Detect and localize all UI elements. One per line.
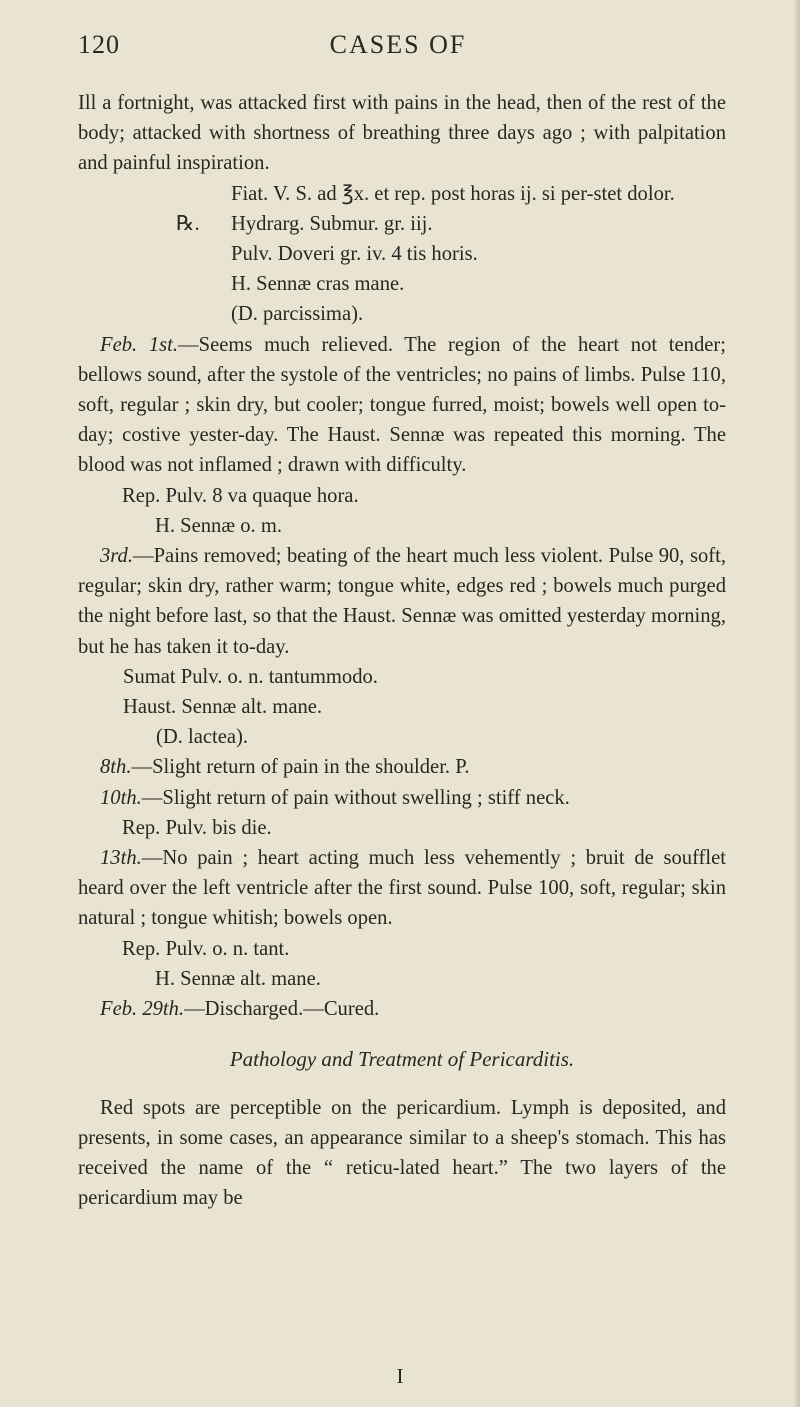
entry-text: —No pain ; heart acting much less vehemently ; bruit de soufflet heard over the left ventricle after the first sound. Pulse 100, soft, regular; skin natural ; tongue whitish; bowels open. xyxy=(78,847,726,930)
prescription-line: Pulv. Doveri gr. iv. 4 tis horis. xyxy=(231,243,478,266)
entry-text: —Slight return of pain in the shoulder. P. xyxy=(131,756,470,779)
entry-text: —Pains removed; beating of the heart much less violent. Pulse 90, soft, regular; skin dry, rather warm; tongue white, edges red ; bowels much purged the night before last, so that the Haust. Sennæ was omitted yesterday morning, but he has taken it to-day. xyxy=(78,545,726,658)
paragraph-history: Ill a fortnight, was attacked first with pains in the head, then of the rest of the body; attacked with shortness of breathing three days ago ; with palpitation and painful inspiration. xyxy=(78,92,726,175)
prescription-line: (D. lactea). xyxy=(156,726,249,749)
entry-text: —Seems much relieved. The region of the heart not tender; bellows sound, after the systole of the ventricles; no pains of limbs. Pulse 110, soft, regular ; skin dry, but cooler; tongue furred, moist; bowels well open to-day; costive yester-day. The Haust. Sennæ was repeated this morning. The blood was not inflamed ; drawn with difficulty. xyxy=(78,333,726,477)
running-title: CASES OF xyxy=(329,30,467,59)
prescription-line: H. Sennæ cras mane. xyxy=(231,273,405,296)
prescription-line: Rep. Pulv. bis die. xyxy=(122,816,272,839)
entry-8th xyxy=(78,752,726,782)
entry-feb-29 xyxy=(78,994,726,1024)
prescription-line: Rep. Pulv. o. n. tant. xyxy=(122,937,290,960)
page-body xyxy=(78,88,726,1213)
page-edge-shadow xyxy=(793,0,800,1407)
entry-13th xyxy=(78,843,726,934)
entry-date: 8th. xyxy=(100,756,132,779)
signature-mark: I xyxy=(396,1364,404,1388)
prescription-line: (D. parcissima). xyxy=(231,303,364,326)
entry-date: Feb. 1st. xyxy=(100,333,179,356)
page-number: 120 xyxy=(78,30,120,59)
prescription-line: Rep. Pulv. 8 va quaque hora. xyxy=(122,484,359,507)
entry-feb-1 xyxy=(78,330,726,481)
paragraph-pathology: Red spots are perceptible on the pericardium. Lymph is deposited, and presents, in some cases, an appearance similar to a sheep's stomach. This has received the name of the “ reticu-lated heart.” The two layers of the pericardium may be xyxy=(78,1096,726,1210)
entry-date: Feb. 29th. xyxy=(100,998,185,1021)
prescription-fiat: Fiat. V. S. ad ℥x. et rep. post horas ij. si per-stet dolor. xyxy=(231,182,675,205)
prescription-line: H. Sennæ o. m. xyxy=(155,514,283,537)
entry-date: 10th. xyxy=(100,786,142,809)
prescription-line: Haust. Sennæ alt. mane. xyxy=(123,696,323,719)
recipe-symbol: ℞. xyxy=(176,212,200,235)
entry-3rd xyxy=(78,541,726,662)
page-header xyxy=(78,30,718,66)
prescription-line xyxy=(78,209,726,239)
prescription-line: H. Sennæ alt. mane. xyxy=(155,967,321,990)
entry-10th xyxy=(78,783,726,813)
entry-text: —Slight return of pain without swelling ; stiff neck. xyxy=(141,786,570,809)
prescription-line: Sumat Pulv. o. n. tantummodo. xyxy=(123,665,378,688)
entry-text: —Discharged.—Cured. xyxy=(184,998,380,1021)
prescription-text: Hydrarg. Submur. gr. iij. xyxy=(231,212,433,235)
entry-date: 13th. xyxy=(100,847,142,870)
entry-date: 3rd. xyxy=(100,545,133,568)
section-heading: Pathology and Treatment of Pericarditis. xyxy=(229,1047,575,1072)
